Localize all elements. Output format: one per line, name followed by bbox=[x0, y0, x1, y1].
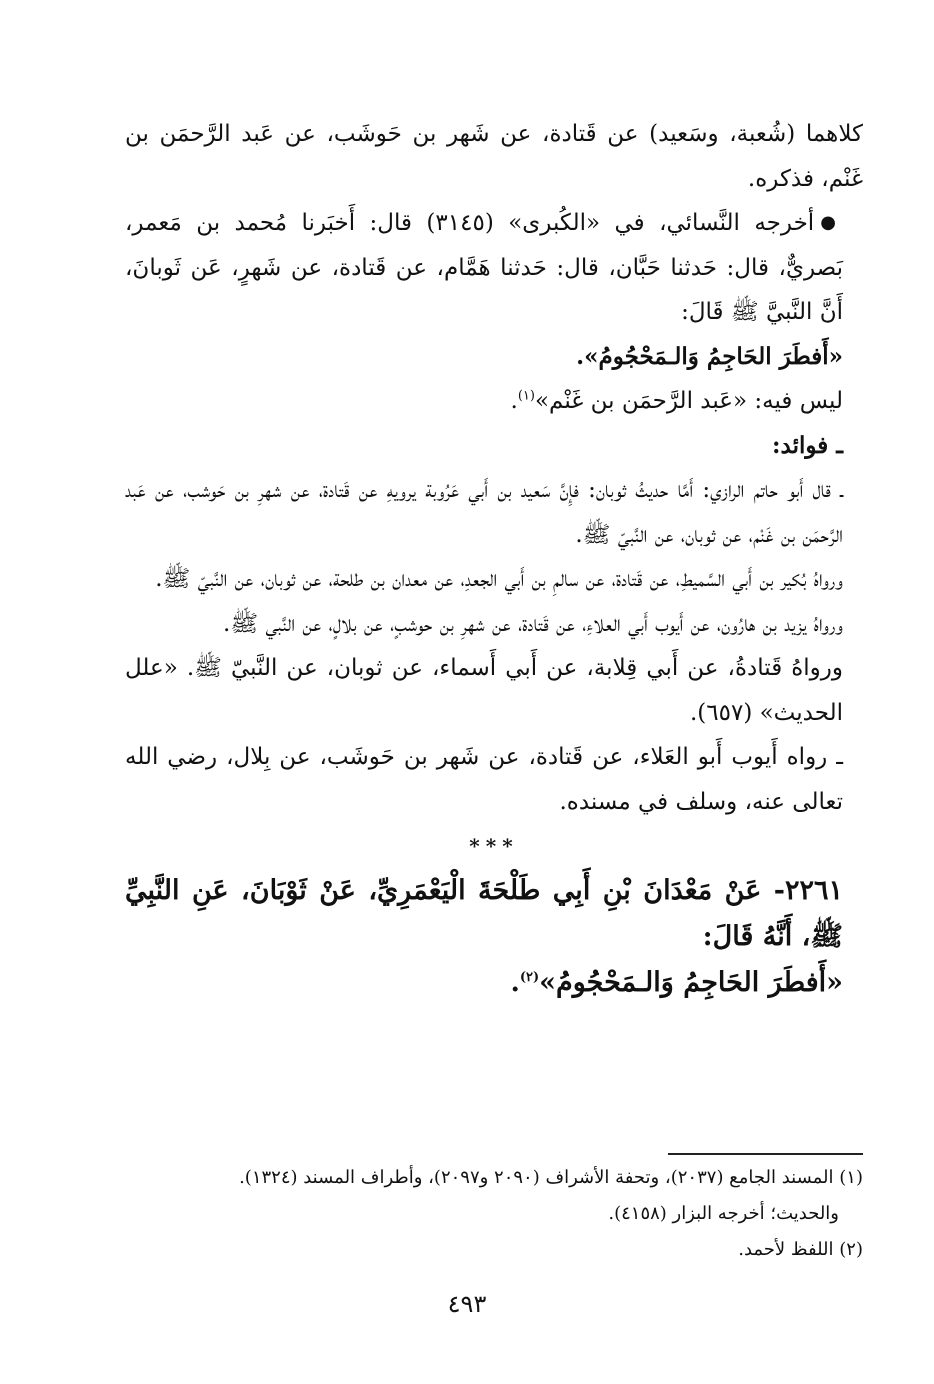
footnote-ref-1[interactable]: (١) bbox=[517, 388, 535, 404]
hadith-2261: ٢٢٦١- عَنْ مَعْدَانَ بْنِ أَبِي طَلْحَةَ الْيَعْمَرِيِّ، عَنْ ثَوْبَانَ، عَنِ النَّبِيِّ ﷺ، أَنَّهُ قَالَ: bbox=[125, 875, 843, 952]
page-number: ٤٩٣ bbox=[447, 1290, 487, 1318]
fawaid-heading: ـ فوائد: bbox=[772, 431, 843, 459]
hadith-quote-2-text: «أَفطَرَ الحَاجِمُ وَالـمَحْجُومُ» bbox=[539, 967, 843, 998]
note-line bbox=[125, 379, 863, 424]
paragraph-chain: كلاهما (شُعبة، وسَعيد) عن قَتادة، عن شَهر بن حَوشَب، عن عَبد الرَّحمَن بن غَنْم، فذكره. bbox=[125, 121, 863, 192]
fawaid-item-4: ورواهُ قَتادةُ، عن أَبي قِلابة، عن أَبي أَسماء، عن ثوبان، عن النَّبيّ ﷺ. «علل الحديث» (٦٥٧). bbox=[125, 655, 843, 726]
paragraph-nasai bbox=[125, 201, 863, 335]
note-line-text: ليس فيه: «عَبد الرَّحمَن بن غَنْم» bbox=[534, 388, 843, 414]
hadith-quote-1: «أَفطَرَ الحَاجِمُ وَالـمَحْجُومُ». bbox=[576, 342, 843, 370]
footnote-2: (٢) اللفظ لأحمد. bbox=[738, 1239, 863, 1260]
section-separator: *** bbox=[469, 834, 519, 858]
nasai-text: أخرجه النَّسائي، في «الكُبرى» (٣١٤٥) قال: أَخبَرنا مُحمد بن مَعمر، بَصريٌّ، قال: حَدثنا حَبَّان، قال: حَدثنا هَمَّام، عن قَتادة، عن شَهرٍ، عَن ثَوبانَ، أَنَّ النَّبيَّ ﷺ قَالَ: bbox=[125, 210, 843, 325]
hadith-quote-2-end: . bbox=[510, 967, 520, 998]
footnote-ref-2[interactable]: (٢) bbox=[519, 970, 540, 985]
fawaid-item-5: ـ رواه أَيوب أَبو العَلاء، عن قَتادة، عن شَهر بن حَوشَب، عن بِلال، رضي الله تعالى عنه، وسلف في مسنده. bbox=[125, 744, 843, 815]
hadith-quote-2 bbox=[125, 960, 863, 1006]
fawaid-item-2: ورواهُ بُكير بن أَبي السَّميطِ، عن قَتادة، عن سالمِ بن أَبي الجعدِ، عن معدان بن طلحة، عن ثوبان، عن النَّبيّ ﷺ. bbox=[155, 566, 843, 592]
bullet-icon: ● bbox=[820, 212, 843, 233]
main-text bbox=[125, 112, 863, 1006]
fawaid-item-1: ـ قال أَبو حاتم الرازي: أَمَّا حديثُ ثوبان: فإِنَّ سَعيد بن أَبي عَرُوبة يرويهِ عن قَتادة، عن شهرِ بن حَوشب، عن عَبد الرَّحمَن بن غَنْم، عن ثوبان، عن النَّبيّ ﷺ. bbox=[125, 477, 843, 548]
footnote-divider bbox=[668, 1153, 863, 1155]
footnote-1: (١) المسند الجامع (٢٠٣٧)، وتحفة الأشراف (٢٠٩٠ و٢٠٩٧)، وأطراف المسند (١٣٢٤). bbox=[239, 1167, 863, 1188]
footnotes bbox=[125, 1160, 863, 1268]
footnote-1-continued: والحديث؛ أخرجه البزار (٤١٥٨). bbox=[608, 1203, 839, 1224]
note-line-end: . bbox=[510, 388, 518, 414]
fawaid-item-3: ورواهُ يزيد بن هارُون، عن أَيوب أَبي العلاءِ، عن قَتادة، عن شهرِ بن حوشبٍ، عن بلالٍ، عن النَّبي ﷺ. bbox=[223, 610, 843, 637]
